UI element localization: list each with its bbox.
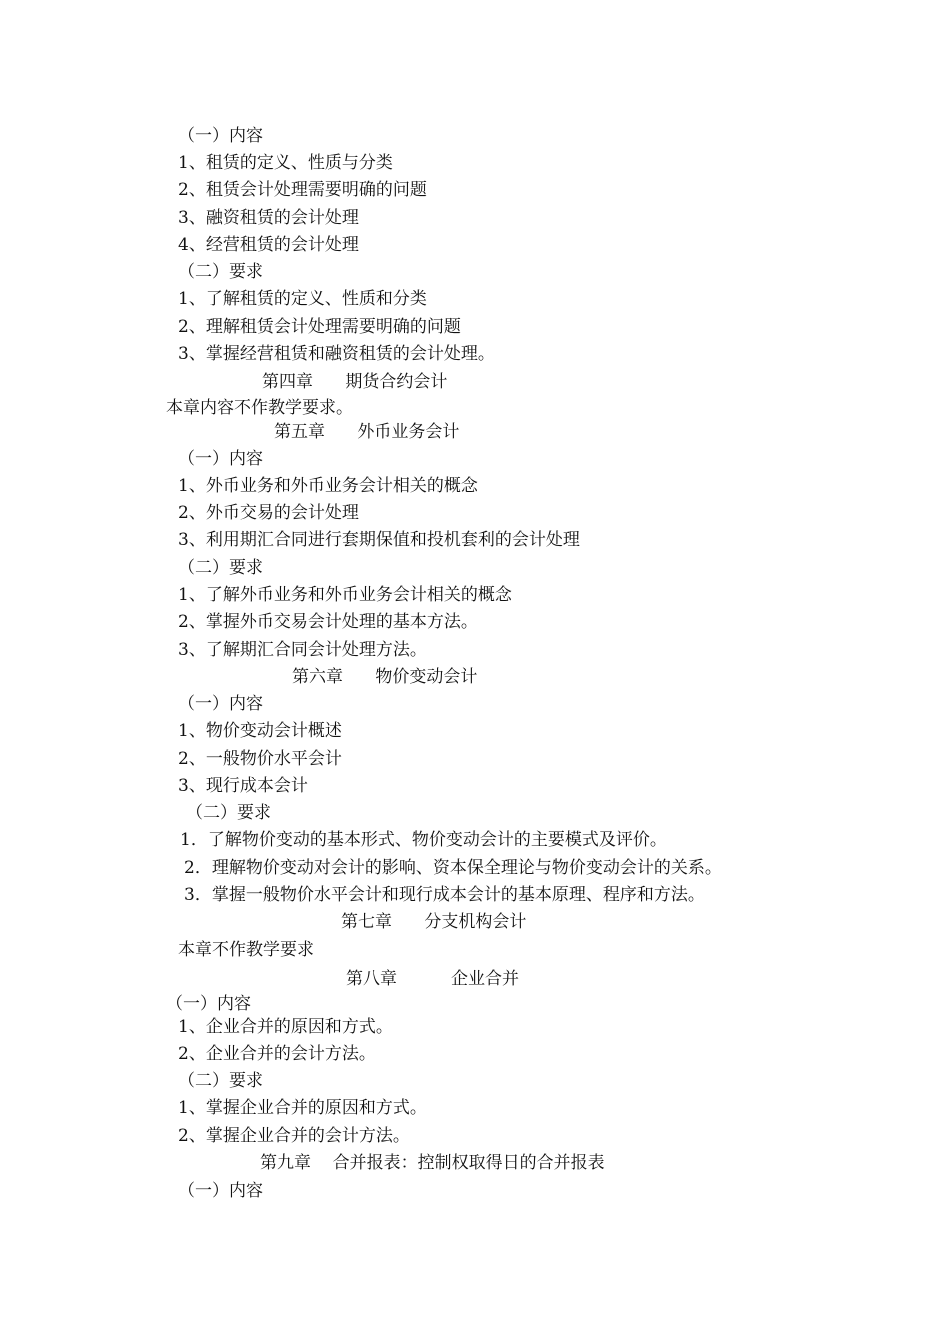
section-heading: （二）要求 [178, 262, 263, 282]
list-item: 2、掌握企业合并的会计方法。 [178, 1126, 410, 1146]
list-item: 2、理解租赁会计处理需要明确的问题 [178, 317, 461, 337]
list-item: 3、利用期汇合同进行套期保值和投机套利的会计处理 [178, 530, 580, 550]
list-item: 1．了解物价变动的基本形式、物价变动会计的主要模式及评价。 [180, 830, 667, 850]
list-item: 4、经营租赁的会计处理 [178, 235, 359, 255]
list-item: 1、物价变动会计概述 [178, 721, 342, 741]
section-heading: （二）要求 [178, 558, 263, 578]
section-heading: （二）要求 [186, 803, 271, 823]
chapter-title: 第八章 企业合并 [346, 969, 520, 989]
section-heading: （二）要求 [178, 1071, 263, 1091]
section-heading: （一）内容 [166, 994, 251, 1014]
list-item: 3、掌握经营租赁和融资租赁的会计处理。 [178, 344, 495, 364]
chapter-title: 第七章 分支机构会计 [341, 912, 527, 932]
list-item: 3、现行成本会计 [178, 776, 308, 796]
list-item: 2、租赁会计处理需要明确的问题 [178, 180, 427, 200]
list-item: 1、租赁的定义、性质与分类 [178, 153, 393, 173]
list-item: 1、了解租赁的定义、性质和分类 [178, 289, 427, 309]
list-item: 2、掌握外币交易会计处理的基本方法。 [178, 612, 478, 632]
chapter-title: 第九章 合并报表：控制权取得日的合并报表 [260, 1153, 605, 1173]
list-item: 1、外币业务和外币业务会计相关的概念 [178, 476, 478, 496]
list-item: 3．掌握一般物价水平会计和现行成本会计的基本原理、程序和方法。 [184, 885, 705, 905]
section-heading: （一）内容 [178, 126, 263, 146]
section-heading: （一）内容 [178, 694, 263, 714]
list-item: 1、了解外币业务和外币业务会计相关的概念 [178, 585, 512, 605]
list-item: 3、融资租赁的会计处理 [178, 208, 359, 228]
list-item: 1、掌握企业合并的原因和方式。 [178, 1098, 427, 1118]
chapter-title: 第五章 外币业务会计 [274, 422, 460, 442]
list-item: 2、企业合并的会计方法。 [178, 1044, 376, 1064]
chapter-note: 本章内容不作教学要求。 [166, 398, 353, 418]
section-heading: （一）内容 [178, 1181, 263, 1201]
list-item: 2、外币交易的会计处理 [178, 503, 359, 523]
section-heading: （一）内容 [178, 449, 263, 469]
chapter-note: 本章不作教学要求 [178, 940, 314, 960]
chapter-title: 第四章 期货合约会计 [262, 372, 448, 392]
list-item: 1、企业合并的原因和方式。 [178, 1017, 393, 1037]
chapter-title: 第六章 物价变动会计 [292, 667, 478, 687]
list-item: 2．理解物价变动对会计的影响、资本保全理论与物价变动会计的关系。 [184, 858, 722, 878]
list-item: 2、一般物价水平会计 [178, 749, 342, 769]
list-item: 3、了解期汇合同会计处理方法。 [178, 640, 427, 660]
